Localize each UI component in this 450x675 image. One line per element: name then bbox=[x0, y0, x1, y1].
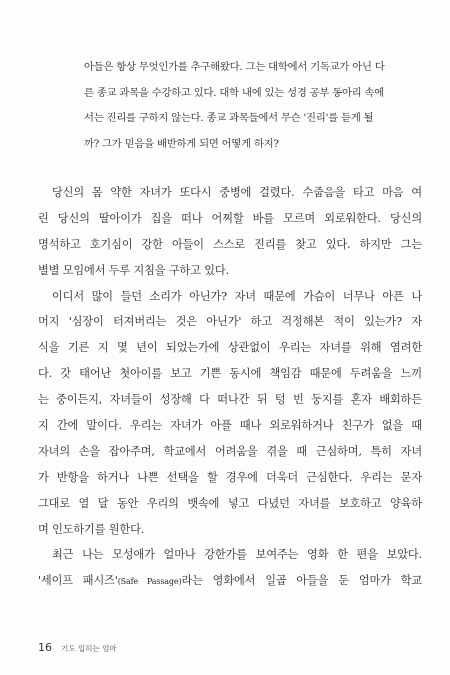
body-line: 는 중이든지, 자녀들이 성장해 다 떠나간 뒤 텅 빈 둥지를 혼자 배회하든 bbox=[38, 393, 422, 407]
body-line: 최근 나는 모성애가 얼마나 강한가를 보여주는 영화 한 편을 보았다. bbox=[52, 548, 422, 562]
quote-line: 까? 그가 믿음을 배반하게 되면 어떻게 하지? bbox=[84, 137, 279, 150]
body-line: 식을 기른 지 몇 년이 되었는가에 상관없이 우리는 자녀를 위해 염려한 bbox=[38, 341, 422, 355]
body-line: 당신의 몸 약한 자녀가 또다시 중병에 걸렸다. 수줍음을 타고 마음 여 bbox=[52, 186, 422, 199]
page-number: 16 bbox=[38, 641, 52, 654]
body-line: 지 간에 말이다. 우리는 자녀가 아플 때나 외로워하거나 친구가 없을 때 bbox=[38, 419, 422, 433]
body-line: 자녀의 손을 잡아주며, 학교에서 어려움을 겪을 때 근심하며, 특히 자녀 bbox=[38, 444, 422, 458]
quote-line: 른 종교 과목을 수강하고 있다. 대학 내에 있는 성경 공부 동아리 속에 bbox=[84, 86, 385, 99]
quote-line: 서는 진리를 구하지 않는다. 종교 과목들에서 무슨 '진리'를 듣게 될 bbox=[84, 112, 374, 124]
quote-block bbox=[84, 55, 404, 157]
body-line-mixed bbox=[38, 568, 422, 594]
body-line: 명석하고 호기심이 강한 아들이 스스로 진리를 찾고 있다. 하지만 그는 bbox=[38, 237, 422, 251]
body-line: 이디서 많이 들던 소리가 아닌가? 자녀 때문에 가슴이 너무나 아픈 나 bbox=[52, 289, 422, 303]
movie-title-latin: (Safe Passage) bbox=[117, 577, 182, 587]
movie-title-korean: '세이프 패시즈' bbox=[38, 574, 118, 588]
body-line: 린 당신의 딸아이가 집을 떠나 어찌할 바를 모르며 외로워한다. 당신의 bbox=[38, 211, 422, 225]
body-line: 가 반항을 하거나 나쁜 선택을 할 경우에 더욱더 근심한다. 우리는 문자 bbox=[38, 470, 422, 484]
body-line: 별별 모임에서 두루 지침을 구하고 있다. bbox=[38, 263, 229, 277]
body-line-rest: 라는 영화에서 일곱 아들을 둔 엄마가 학교 bbox=[181, 574, 423, 588]
page-footer bbox=[38, 636, 117, 652]
running-book-title: 기도 입히는 엄마 bbox=[61, 644, 117, 653]
body-line: 머지 '심장이 터져버리는 것은 아닌가' 하고 걱정해본 적이 있는가? 자 bbox=[38, 315, 422, 329]
body-line: 그대로 열 달 동안 우리의 뱃속에 넣고 다녔던 자녀를 보호하고 양육하 bbox=[38, 496, 422, 510]
quote-line: 아들은 항상 무엇인가를 추구해왔다. 그는 대학에서 기독교가 아닌 다 bbox=[84, 61, 385, 73]
body-line: 다. 갓 태어난 첫아이를 보고 기쁜 동시에 책임감 때문에 두려움을 느끼 bbox=[38, 367, 422, 381]
body-line: 며 인도하기를 원한다. bbox=[38, 522, 145, 536]
body-text bbox=[38, 180, 422, 594]
